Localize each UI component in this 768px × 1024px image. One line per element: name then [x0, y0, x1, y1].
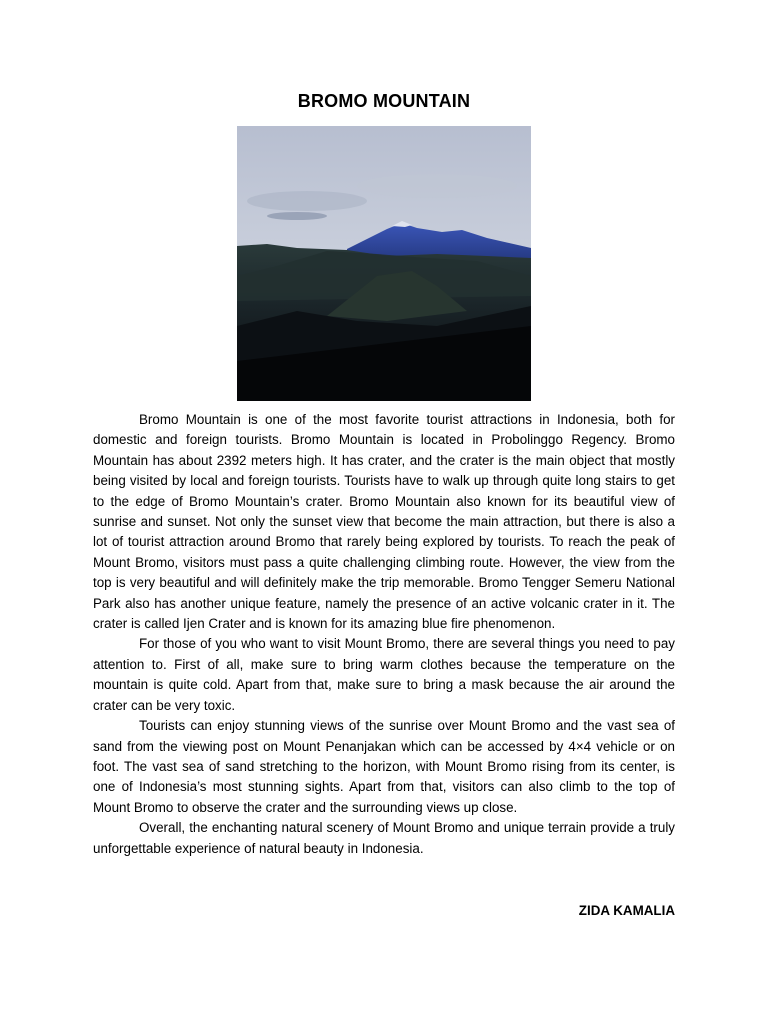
paragraph-3: Tourists can enjoy stunning views of the sunrise over Mount Bromo and the vast sea of sand from the viewing post on Mount Penanjakan which can be accessed by 4×4 vehicle or on foot. The vast sea of sand stretching to the horizon, with Mount Bromo rising from its center, is one of Indonesia’s most stunning sights. Apart from that, visitors can also climb to the top of Mount Bromo to observe the crater and the surrounding views up close.	[93, 718, 675, 815]
document-body	[93, 410, 675, 859]
paragraph-4: Overall, the enchanting natural scenery of Mount Bromo and unique terrain provide a truly unforgettable experience of natural beauty in Indonesia.	[93, 820, 675, 856]
paragraph-2: For those of you who want to visit Mount Bromo, there are several things you need to pay attention to. First of all, make sure to bring warm clothes because the temperature on the mountain is quite cold. Apart from that, make sure to bring a mask because the air around the crater can be very toxic.	[93, 636, 675, 713]
paragraph-1: Bromo Mountain is one of the most favorite tourist attractions in Indonesia, both for domestic and foreign tourists. Bromo Mountain is located in Probolinggo Regency. Bromo Mountain has about 2392 meters high. It has crater, and the crater is the main object that mostly being visited by local and foreign tourists. Tourists have to walk up through quite long stairs to get to the edge of Bromo Mountain’s crater. Bromo Mountain also known for its beautiful view of sunrise and sunset. Not only the sunset view that become the main attraction, but there is also a lot of tourist attraction around Bromo that rarely being explored by tourists. To reach the peak of Mount Bromo, visitors must pass a quite challenging climbing route. However, the view from the top is very beautiful and will definitely make the trip memorable. Bromo Tengger Semeru National Park also has another unique feature, namely the presence of an active volcanic crater in it. The crater is called Ijen Crater and is known for its amazing blue fire phenomenon.	[93, 412, 675, 632]
author-name: ZIDA KAMALIA	[578, 903, 675, 918]
document-title: BROMO MOUNTAIN	[297, 91, 471, 111]
mountain-photo	[237, 126, 531, 401]
